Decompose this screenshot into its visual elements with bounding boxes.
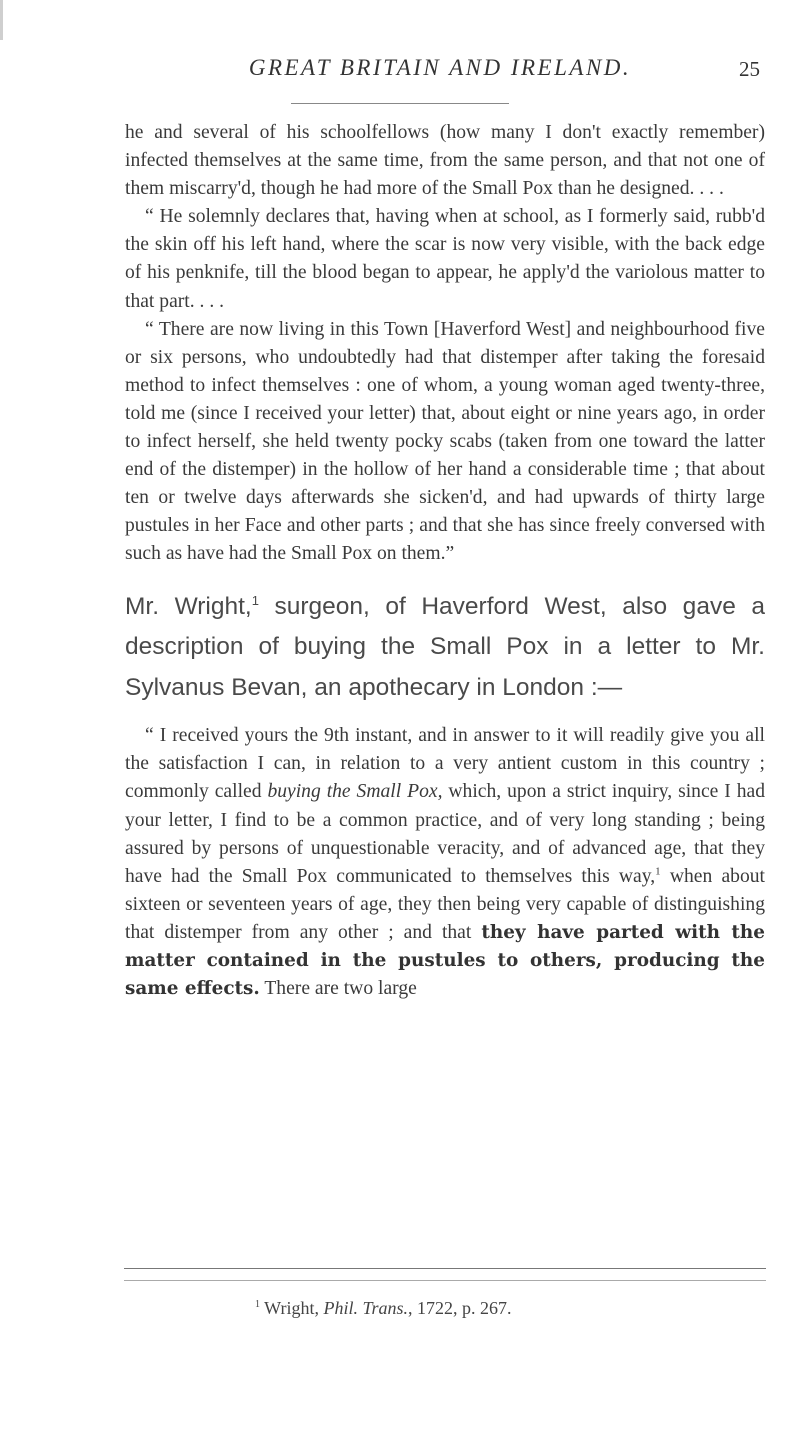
footnote-rule	[124, 1268, 766, 1269]
paragraph-haverford-west: “ There are now living in this Town [Haverford West] and neighbourhood five or six persons, who undoubtedly had that distemper after taking the foresaid method to infect themselves : one of whom, a young woman aged twenty-three, told me (since I received your letter) that, about eight or nine years ago, in order to infect herself, she held twenty pocky scabs (taken from one toward the latter end of the distemper) in the hollow of her hand a considerable time ; that about ten or twelve days afterwards she sicken'd, and had upwards of thirty large pustules in her Face and other parts ; and that she has since freely conversed with such as have had the Small Pox on them.”	[125, 318, 765, 565]
quote-text-4: There are two large	[259, 978, 417, 1000]
quote-text-3: when about sixteen or seventeen years of age, they then being very capable of distinguishing that distemper from any other ; and that	[125, 865, 765, 943]
lead-paragraph	[125, 587, 765, 709]
quote-bold-text: they have parted with the matter contained in the pustules to others, producing the same effects.	[125, 921, 765, 1000]
footnote-journal: Phil. Trans.	[323, 1298, 408, 1318]
footnote	[255, 1298, 511, 1319]
page-number: 25	[739, 57, 760, 81]
footnote-rule-secondary	[124, 1280, 766, 1281]
lead-text-after: surgeon, of Haverford West, also gave a description of buying the Small Pox in a letter to Mr. Sylvanus Bevan, an apothecary in London :—	[125, 592, 765, 701]
footnote-text-before: Wright,	[260, 1298, 324, 1318]
body-text	[125, 119, 765, 1003]
paragraph-continuation: he and several of his schoolfellows (how many I don't exactly remember) infected themselves at the same time, from the same person, and that not one of them miscarry'd, though he had more of the Small Pox than he designed. . . .	[125, 122, 765, 200]
quote-text-2: which, upon a strict inquiry, since I had your letter, I find to be a common practice, and of very long standing ; being assured by persons of unquestionable veracity, and of advanced age, that they have had the Small Pox communicated to themselves this way,	[125, 781, 765, 887]
paragraph-letter-quote	[125, 722, 765, 1003]
running-head	[120, 55, 760, 85]
footnote-marker: 1	[255, 1299, 260, 1310]
footnote-ref: 1	[655, 865, 661, 878]
running-title: GREAT BRITAIN AND IRELAND.	[248, 55, 632, 80]
footnote-ref: 1	[251, 592, 259, 608]
quote-text-1: “ I received yours the 9th instant, and in answer to it will readily give you all the satisfaction I can, in relation to a very antient custom in this country ; commonly called	[125, 725, 765, 803]
page-edge-mark	[0, 0, 3, 40]
lead-text-before: Mr. Wright,	[125, 592, 252, 620]
quote-italic-term: buying the Small Pox,	[267, 781, 443, 803]
header-rule	[291, 103, 509, 104]
paragraph-solemn-declaration: “ He solemnly declares that, having when at school, as I formerly said, rubb'd the skin off his left hand, where the scar is now very visible, with the back edge of his penknife, till the blood began to appear, he apply'd the variolous matter to that part. . . .	[125, 206, 765, 312]
footnote-text-after: , 1722, p. 267.	[407, 1298, 512, 1318]
